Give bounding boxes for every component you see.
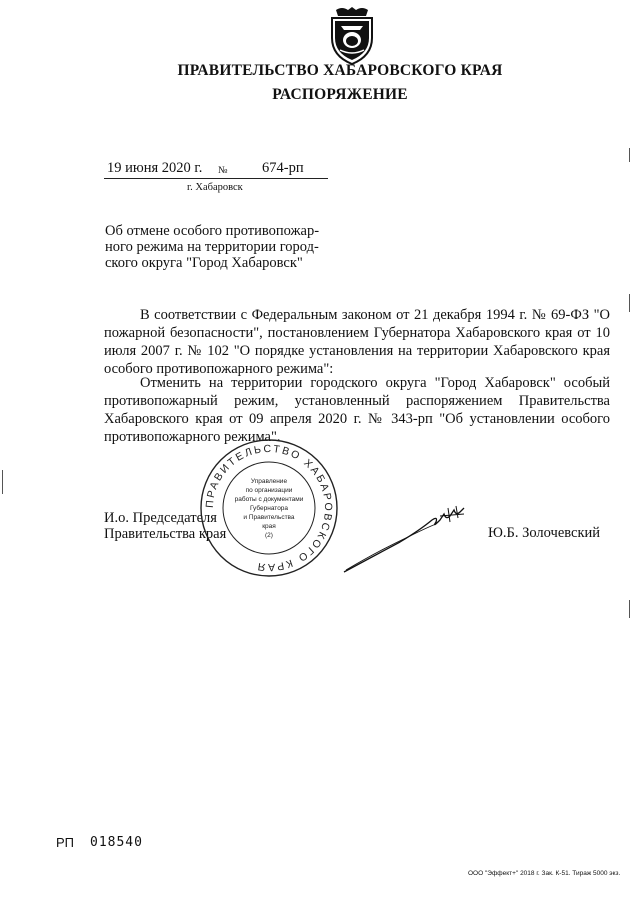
scan-edge-mark xyxy=(2,470,3,494)
stamp-line-3: работы с документами xyxy=(234,496,304,503)
stamp-line-2: по организации xyxy=(245,487,293,494)
coat-of-arms-emblem xyxy=(326,4,378,66)
stamp-line-5: и Правительства xyxy=(243,514,295,521)
document-number: 674-рп xyxy=(262,160,304,176)
form-series-label: РП xyxy=(56,835,75,850)
scan-edge-mark xyxy=(629,148,630,162)
stamp-line-4: Губернатора xyxy=(249,505,289,512)
date-number-underline xyxy=(104,178,328,179)
organization-name: ПРАВИТЕЛЬСТВО ХАБАРОВСКОГО КРАЯ xyxy=(177,62,503,79)
body-paragraph-2: Отменить на территории городского округа "Город Хабаровск" особый противопожарный режим, установленный распоряжением Правительства Хабаровского края от 09 апреля 2020 г. № 343-рп "Об установлении особого противопожарного режима". xyxy=(104,375,610,445)
stamp-line-1: Управление xyxy=(250,478,288,485)
document-subject: Об отмене особого противопожар- ного режима на территории город- ского округа "Город Хабаровск" xyxy=(105,223,320,271)
scan-edge-mark xyxy=(629,294,630,312)
document-date: 19 июня 2020 г. xyxy=(107,160,203,176)
number-sign: № xyxy=(218,165,228,176)
document-city: г. Хабаровск xyxy=(187,182,243,193)
printer-imprint: ООО "Эффект+" 2018 г. Зак. К-51. Тираж 5000 экз. xyxy=(468,870,621,877)
signatory-name: Ю.Б. Золочевский xyxy=(488,525,601,541)
official-stamp xyxy=(198,437,340,579)
signatory-title: И.о. Председателя Правительства края xyxy=(104,510,227,542)
document-kind: РАСПОРЯЖЕНИЕ xyxy=(272,86,408,103)
stamp-ring-text: ПРАВИТЕЛЬСТВО ХАБАРОВСКОГО КРАЯ xyxy=(203,442,335,574)
handwritten-signature xyxy=(340,498,470,578)
body-paragraph-1: В соответствии с Федеральным законом от 21 декабря 1994 г. № 69-ФЗ "О пожарной безопасности", постановлением Губернатора Хабаровского края от 10 июля 2007 г. № 102 "О порядке установления на территории Хабаровского края особого противопожарного режима": xyxy=(104,307,610,377)
stamp-line-7: (2) xyxy=(265,532,273,539)
form-serial-number: 018540 xyxy=(90,835,143,850)
stamp-line-6: края xyxy=(262,523,276,530)
scan-edge-mark xyxy=(629,600,630,618)
